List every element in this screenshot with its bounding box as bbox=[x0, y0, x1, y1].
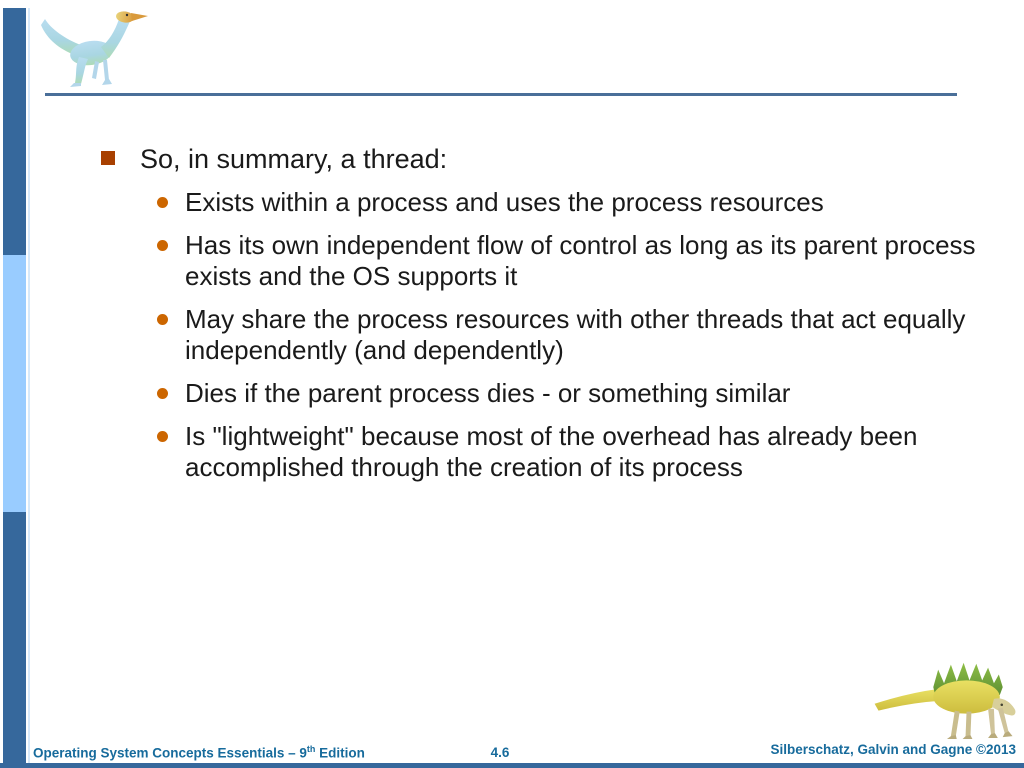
bullet-text: Dies if the parent process dies - or something similar bbox=[185, 378, 791, 408]
bullet-text: Exists within a process and uses the process resources bbox=[185, 187, 824, 217]
bullet-text: Has its own independent flow of control as long as its parent process exists and the OS supports it bbox=[185, 230, 976, 291]
footer-authors: Silberschatz, Galvin and Gagne ©2013 bbox=[770, 742, 1016, 757]
sidebar-band-light bbox=[3, 255, 26, 512]
sidebar-band-dark-bottom bbox=[3, 512, 26, 768]
footer-book-title-text: Operating System Concepts Essentials – 9 bbox=[33, 745, 307, 761]
footer-book-title bbox=[33, 744, 365, 761]
sidebar-accent-bar bbox=[3, 8, 26, 768]
bullet-text: Is "lightweight" because most of the overhead has already been accomplished through the creation of its process bbox=[185, 421, 918, 482]
circle-bullet-icon bbox=[157, 197, 168, 208]
sidebar-band-dark-top bbox=[3, 8, 26, 255]
bullet-item-level2 bbox=[101, 304, 1001, 366]
sidebar-edge-line bbox=[28, 8, 30, 763]
footer-ordinal-suffix: th bbox=[306, 744, 316, 754]
circle-bullet-icon bbox=[157, 314, 168, 325]
bullet-text: So, in summary, a thread: bbox=[140, 144, 448, 174]
bottom-accent-bar bbox=[0, 763, 1024, 768]
footer-edition-text: Edition bbox=[315, 745, 365, 761]
bullet-text: May share the process resources with other threads that act equally independently (and dependently) bbox=[185, 304, 966, 365]
slide-number: 4.6 bbox=[490, 745, 510, 760]
circle-bullet-icon bbox=[157, 431, 168, 442]
bullet-item-level2 bbox=[101, 187, 1001, 218]
header-divider bbox=[45, 93, 957, 96]
square-bullet-icon bbox=[101, 151, 115, 165]
bullet-item-level1 bbox=[101, 143, 1001, 175]
bullet-item-level2 bbox=[101, 230, 1001, 292]
bullet-item-level2 bbox=[101, 378, 1001, 409]
dinosaur-logo-icon bbox=[35, 5, 165, 90]
dinosaur-image bbox=[872, 650, 1020, 740]
circle-bullet-icon bbox=[157, 388, 168, 399]
slide-body bbox=[101, 143, 1001, 495]
circle-bullet-icon bbox=[157, 240, 168, 251]
bullet-item-level2 bbox=[101, 421, 1001, 483]
